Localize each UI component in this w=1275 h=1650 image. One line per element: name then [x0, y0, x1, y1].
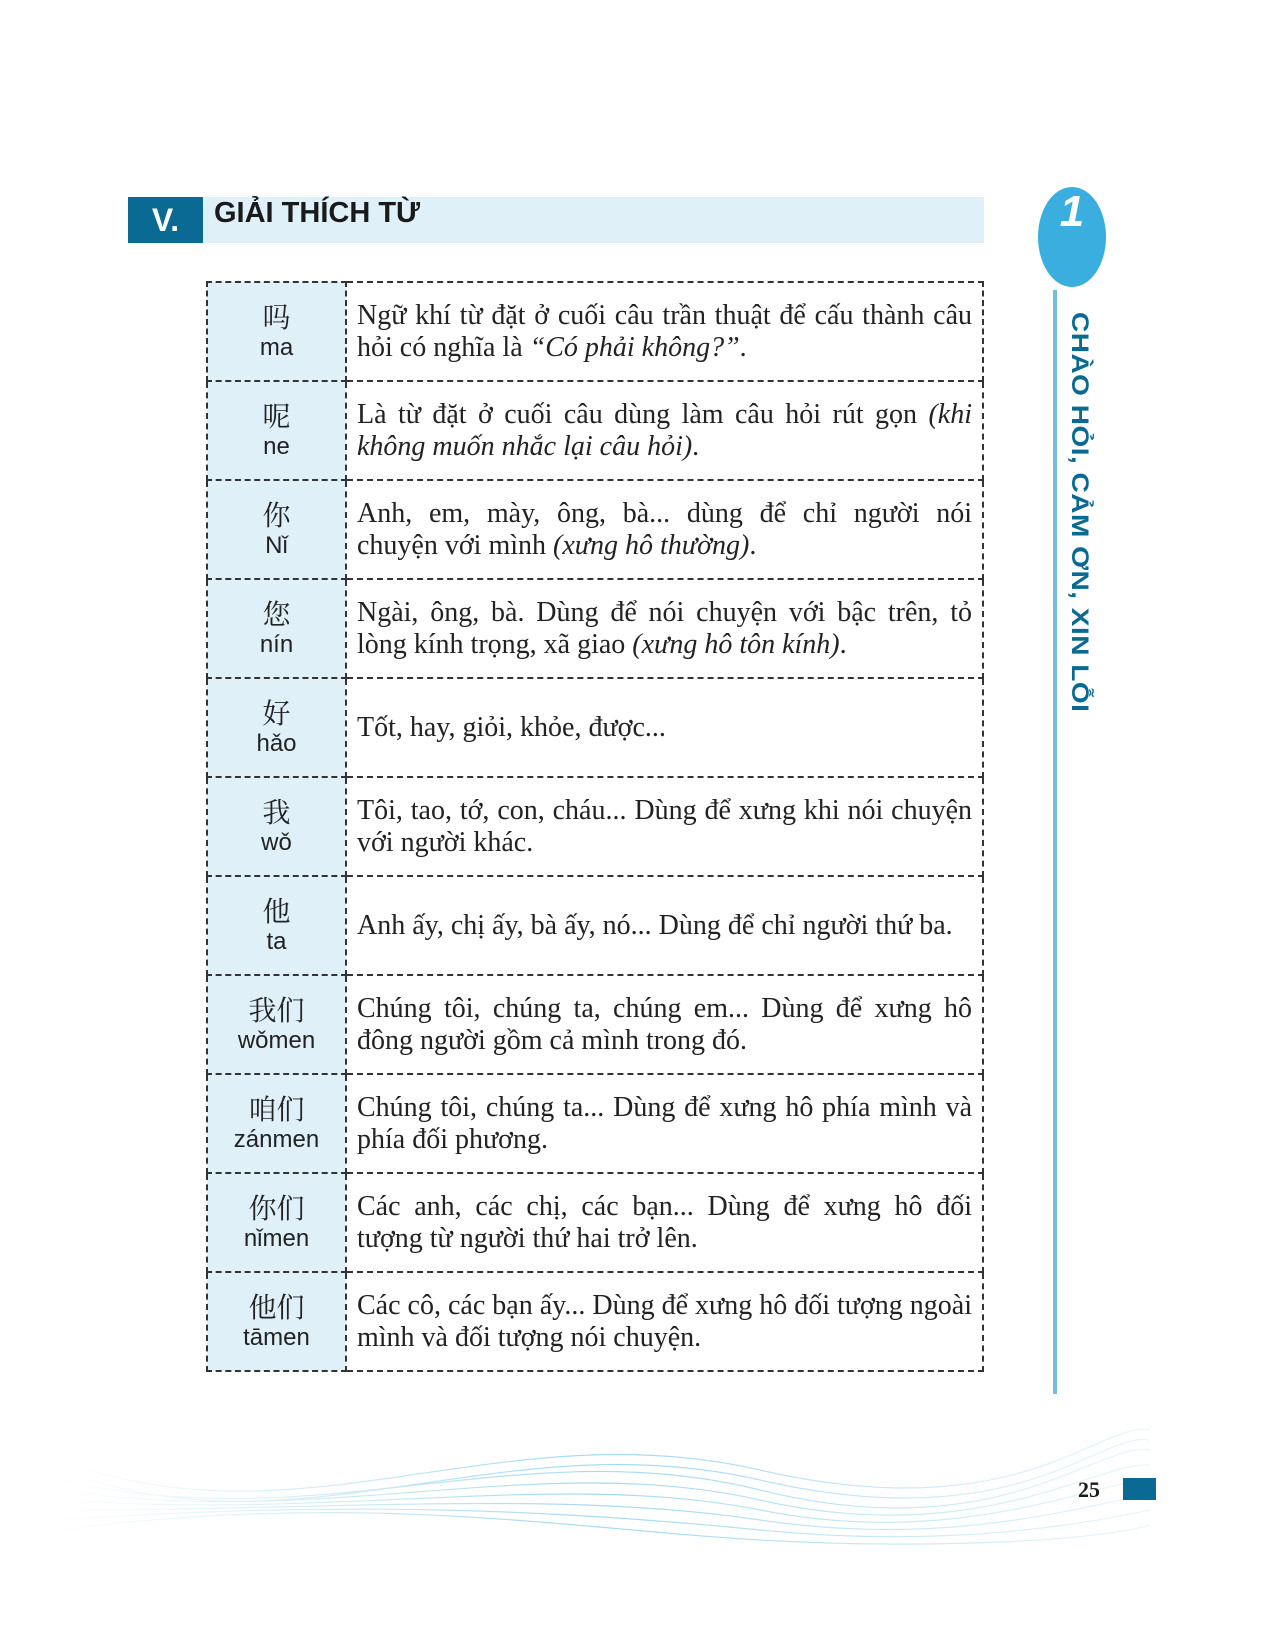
- hanzi: 呢: [262, 399, 291, 433]
- word-cell: [207, 579, 346, 678]
- definition-text: Anh, em, mày, ông, bà... dùng để chỉ người nói chuyện với mình: [357, 497, 972, 561]
- definition-italic: “Có phải không?”: [529, 331, 740, 363]
- table-row: [207, 876, 983, 975]
- definition-text: Chúng tôi, chúng ta, chúng em... Dùng để xưng hô đông người gồm cả mình trong đó.: [357, 992, 972, 1056]
- definition-cell: [346, 1173, 983, 1272]
- hanzi: 你们: [248, 1191, 305, 1225]
- definition-cell: [346, 282, 983, 381]
- pinyin: hǎo: [256, 729, 297, 757]
- table-row: [207, 678, 983, 777]
- definition-text: Ngữ khí từ đặt ở cuối câu trần thuật để cấu thành câu hỏi có nghĩa là: [357, 299, 972, 363]
- pinyin: wǒ: [261, 828, 292, 856]
- pinyin: Nǐ: [265, 531, 288, 559]
- word-cell: [207, 678, 346, 777]
- definition-end: .: [839, 628, 847, 660]
- hanzi: 他们: [248, 1290, 305, 1324]
- pinyin: zánmen: [233, 1125, 320, 1153]
- word-cell: [207, 1272, 346, 1371]
- definition-cell: [346, 1074, 983, 1173]
- definition-end: .: [739, 331, 747, 363]
- section-header: [128, 197, 984, 243]
- page-number: 25: [1078, 1477, 1100, 1502]
- hanzi: 我们: [248, 993, 305, 1027]
- pinyin: ma: [259, 333, 294, 361]
- definition-cell: [346, 480, 983, 579]
- word-cell: [207, 480, 346, 579]
- definition-text: Ngài, ông, bà. Dùng để nói chuyện với bậc trên, tỏ lòng kính trọng, xã giao: [357, 596, 972, 660]
- table-row: [207, 1272, 983, 1371]
- definition-cell: [346, 1272, 983, 1371]
- table-row: [207, 1074, 983, 1173]
- table-row: [207, 381, 983, 480]
- pinyin: ta: [266, 927, 287, 955]
- table-row: [207, 975, 983, 1074]
- hanzi: 你: [262, 498, 291, 532]
- definition-cell: [346, 678, 983, 777]
- definition-text: Anh ấy, chị ấy, bà ấy, nó... Dùng để chỉ người thứ ba.: [357, 909, 953, 941]
- side-divider: [1053, 290, 1057, 1394]
- section-number: V.: [128, 197, 203, 243]
- page-number-marker: [1123, 1478, 1156, 1500]
- pinyin: wǒmen: [237, 1026, 316, 1054]
- hanzi: 吗: [262, 300, 291, 334]
- word-cell: [207, 1173, 346, 1272]
- table-row: [207, 480, 983, 579]
- pinyin: nǐmen: [243, 1224, 310, 1252]
- table-row: [207, 1173, 983, 1272]
- definition-text: Tôi, tao, tớ, con, cháu... Dùng để xưng khi nói chuyện với người khác.: [357, 794, 972, 858]
- definition-cell: [346, 777, 983, 876]
- table-row: [207, 579, 983, 678]
- pinyin: nín: [259, 630, 294, 658]
- word-cell: [207, 777, 346, 876]
- definition-text: Các anh, các chị, các bạn... Dùng để xưng hô đối tượng từ người thứ hai trở lên.: [357, 1190, 972, 1254]
- hanzi: 咱们: [248, 1092, 305, 1126]
- section-title: GIẢI THÍCH TỪ: [214, 197, 421, 229]
- vocabulary-table: [206, 281, 984, 1372]
- word-cell: [207, 381, 346, 480]
- definition-end: .: [749, 529, 757, 561]
- word-cell: [207, 876, 346, 975]
- definition-end: .: [692, 430, 700, 462]
- pinyin: ne: [263, 432, 290, 460]
- definition-cell: [346, 975, 983, 1074]
- hanzi: 我: [262, 795, 291, 829]
- chapter-badge: [1038, 187, 1106, 287]
- definition-text: Là từ đặt ở cuối câu dùng làm câu hỏi rút gọn: [357, 398, 929, 430]
- table-row: [207, 282, 983, 381]
- definition-text: Tốt, hay, giỏi, khỏe, được...: [357, 711, 666, 743]
- definition-text: Các cô, các bạn ấy... Dùng để xưng hô đối tượng ngoài mình và đối tượng nói chuyện.: [357, 1289, 972, 1353]
- hanzi: 您: [262, 597, 291, 631]
- hanzi: 好: [262, 696, 291, 730]
- chapter-title: CHÀO HỎI, CẢM ƠN, XIN LỖI: [1066, 312, 1094, 713]
- definition-italic: (xưng hô thường): [553, 529, 750, 561]
- definition-cell: [346, 381, 983, 480]
- definition-italic: (xưng hô tôn kính): [632, 628, 840, 660]
- definition-cell: [346, 579, 983, 678]
- word-cell: [207, 282, 346, 381]
- definition-italic: (khi không muốn nhắc lại câu hỏi): [357, 398, 972, 462]
- word-cell: [207, 975, 346, 1074]
- table-row: [207, 777, 983, 876]
- definition-cell: [346, 876, 983, 975]
- hanzi: 他: [262, 894, 291, 928]
- pinyin: tāmen: [243, 1323, 310, 1351]
- definition-text: Chúng tôi, chúng ta... Dùng để xưng hô phía mình và phía đối phương.: [357, 1091, 972, 1155]
- word-cell: [207, 1074, 346, 1173]
- chapter-number: 1: [1059, 187, 1085, 236]
- wave-decoration: [0, 1390, 1275, 1650]
